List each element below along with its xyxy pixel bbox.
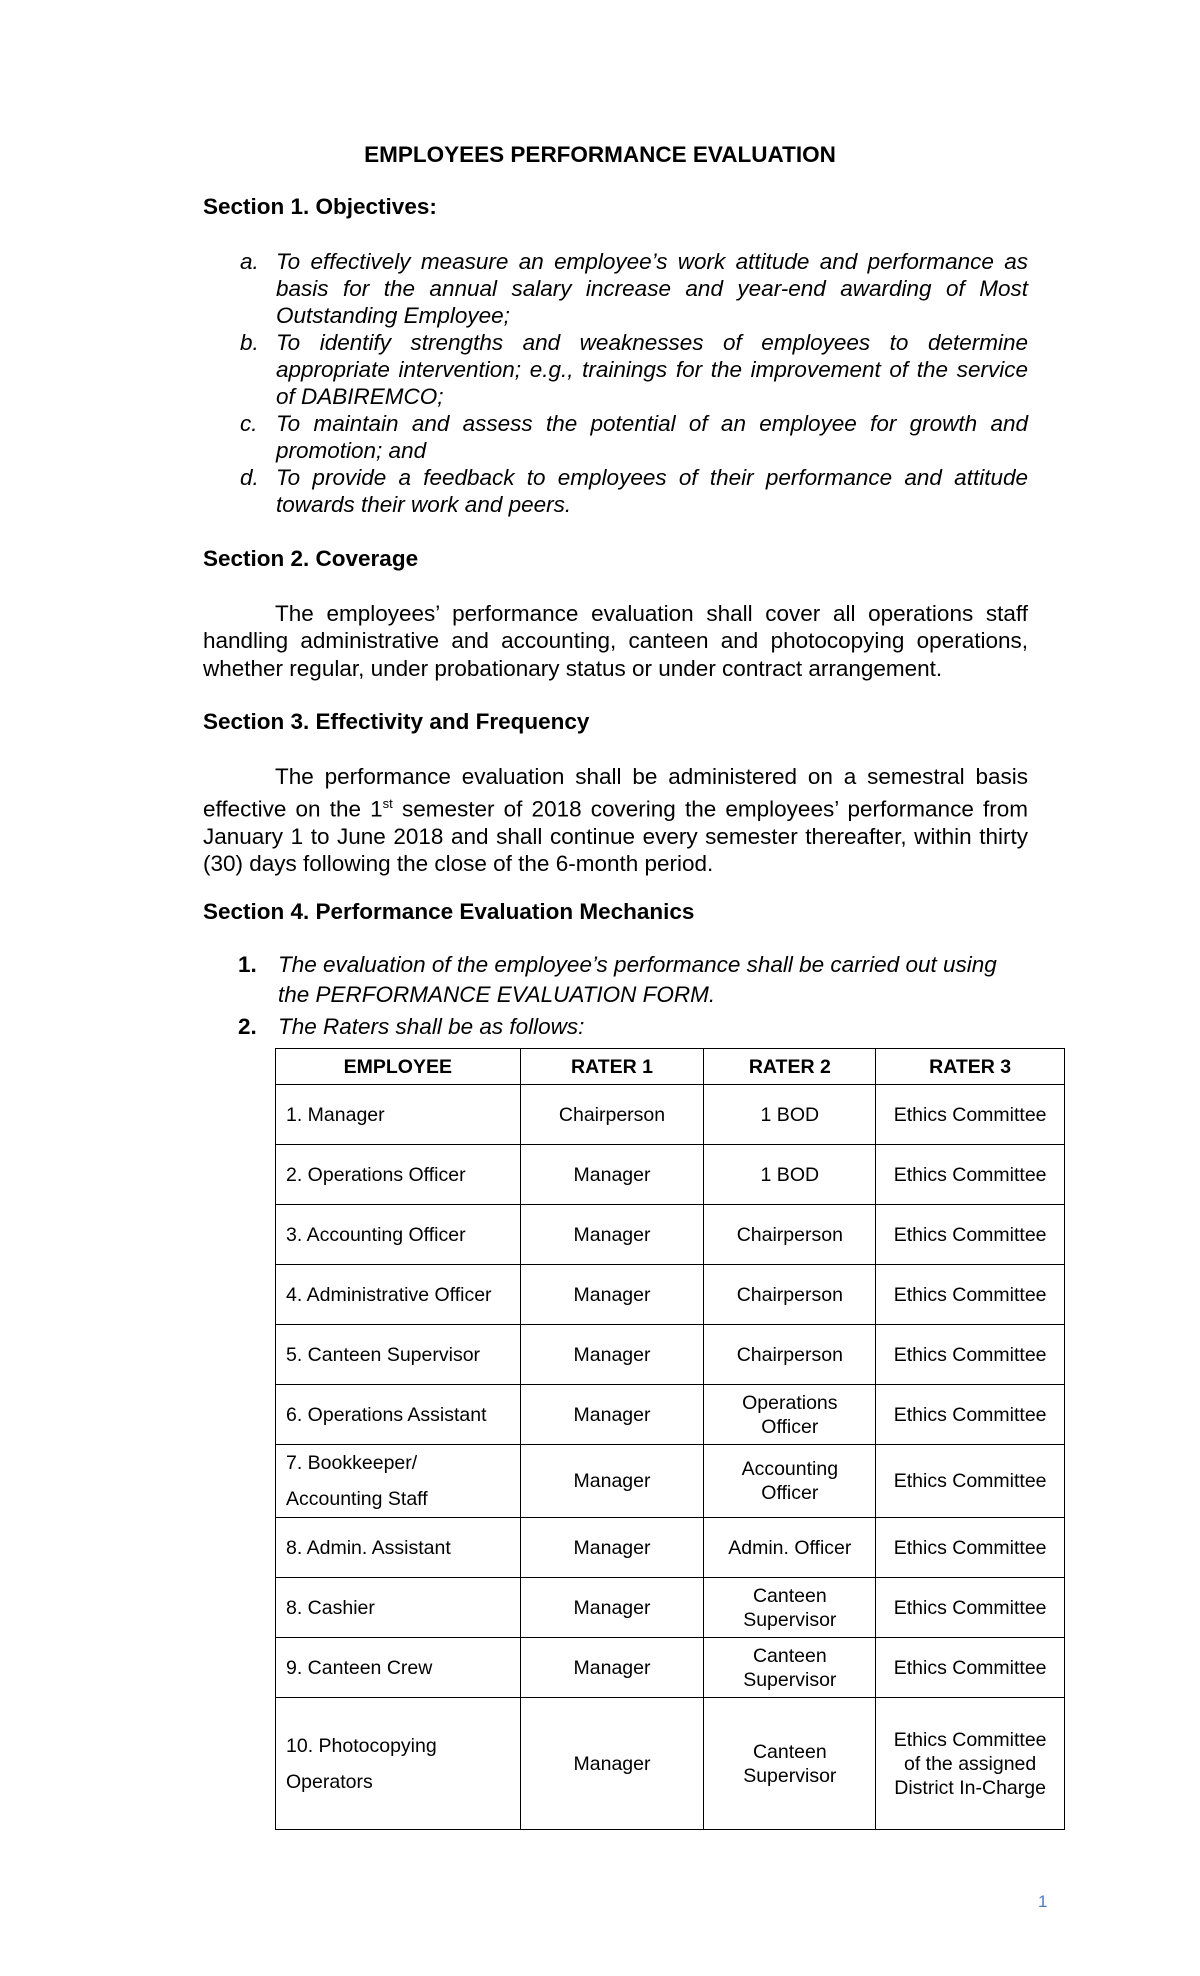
- rater2-cell: 1 BOD: [704, 1145, 876, 1205]
- objective-text: To effectively measure an employee’s work attitude and performance as basis for the annual salary increase and year-end awarding of Most Outstanding Employee;: [276, 249, 1028, 328]
- table-row: [276, 1638, 1065, 1698]
- rater3-cell: Ethics Committee of the assigned District In-Charge: [876, 1698, 1065, 1830]
- employee-cell: 5. Canteen Supervisor: [276, 1325, 521, 1385]
- table-header: RATER 1: [520, 1049, 704, 1085]
- rater3-cell: Ethics Committee: [876, 1325, 1065, 1385]
- table-header: RATER 3: [876, 1049, 1065, 1085]
- table-row: [276, 1145, 1065, 1205]
- objective-text: To maintain and assess the potential of an employee for growth and promotion; and: [276, 411, 1028, 463]
- employee-cell: 8. Cashier: [276, 1578, 521, 1638]
- section2-heading: Section 2. Coverage: [203, 546, 419, 571]
- employee-cell: 8. Admin. Assistant: [276, 1518, 521, 1578]
- rater1-cell: Manager: [520, 1518, 704, 1578]
- employee-cell: 6. Operations Assistant: [276, 1385, 521, 1445]
- rater3-cell: Ethics Committee: [876, 1265, 1065, 1325]
- rater3-cell: Ethics Committee: [876, 1445, 1065, 1518]
- rater2-cell: 1 BOD: [704, 1085, 876, 1145]
- section3-heading: Section 3. Effectivity and Frequency: [203, 709, 590, 734]
- rater2-cell: Chairperson: [704, 1325, 876, 1385]
- objective-letter: d.: [240, 465, 259, 490]
- rater3-cell: Ethics Committee: [876, 1578, 1065, 1638]
- objective-d: [240, 464, 1028, 518]
- rater1-cell: Manager: [520, 1638, 704, 1698]
- employee-cell: 1. Manager: [276, 1085, 521, 1145]
- rater2-cell: Canteen Supervisor: [704, 1578, 876, 1638]
- rater2-cell: Canteen Supervisor: [704, 1698, 876, 1830]
- objective-text: To provide a feedback to employees of their performance and attitude towards their work and peers.: [276, 465, 1028, 517]
- rater3-cell: Ethics Committee: [876, 1638, 1065, 1698]
- section2-body: The employees’ performance evaluation shall cover all operations staff handling administrative and accounting, canteen and photocopying operations, whether regular, under probationary status or under contract arrangement.: [203, 601, 1028, 681]
- section4-heading: Section 4. Performance Evaluation Mechanics: [203, 899, 695, 924]
- table-row: [276, 1385, 1065, 1445]
- rater3-cell: Ethics Committee: [876, 1085, 1065, 1145]
- objective-a: [240, 248, 1028, 329]
- section3-body: [203, 763, 1028, 878]
- rater1-cell: Manager: [520, 1578, 704, 1638]
- raters-table: [275, 1048, 1065, 1830]
- rater1-cell: Manager: [520, 1145, 704, 1205]
- table-row: [276, 1698, 1065, 1830]
- objective-letter: b.: [240, 330, 259, 355]
- section1-heading: Section 1. Objectives:: [203, 194, 437, 219]
- table-row: [276, 1205, 1065, 1265]
- table-row: [276, 1578, 1065, 1638]
- mechanics-item-2: [238, 1012, 1038, 1042]
- section3-body-post: semester of 2018 covering the employees’ performance from January 1 to June 2018 and shall continue every semester thereafter, within thirty (30) days following the close of the 6-month period.: [203, 796, 1028, 877]
- rater2-cell: Accounting Officer: [704, 1445, 876, 1518]
- employee-cell: 2. Operations Officer: [276, 1145, 521, 1205]
- rater1-cell: Manager: [520, 1445, 704, 1518]
- objective-text: To identify strengths and weaknesses of employees to determine appropriate intervention; e.g., trainings for the improvement of the service of DABIREMCO;: [276, 330, 1028, 409]
- rater2-cell: Operations Officer: [704, 1385, 876, 1445]
- rater3-cell: Ethics Committee: [876, 1145, 1065, 1205]
- rater1-cell: Manager: [520, 1698, 704, 1830]
- employee-cell: 3. Accounting Officer: [276, 1205, 521, 1265]
- objective-c: [240, 410, 1028, 464]
- rater2-cell: Chairperson: [704, 1265, 876, 1325]
- table-row: [276, 1518, 1065, 1578]
- objective-b: [240, 329, 1028, 410]
- rater3-cell: Ethics Committee: [876, 1385, 1065, 1445]
- mechanics-text: The Raters shall be as follows:: [278, 1014, 585, 1039]
- rater1-cell: Manager: [520, 1385, 704, 1445]
- employee-cell: 9. Canteen Crew: [276, 1638, 521, 1698]
- employee-cell: 4. Administrative Officer: [276, 1265, 521, 1325]
- rater2-cell: Canteen Supervisor: [704, 1638, 876, 1698]
- rater3-cell: Ethics Committee: [876, 1518, 1065, 1578]
- section3-body-sup: st: [382, 796, 393, 812]
- rater2-cell: Chairperson: [704, 1205, 876, 1265]
- table-row: [276, 1325, 1065, 1385]
- rater3-cell: Ethics Committee: [876, 1205, 1065, 1265]
- table-row: [276, 1085, 1065, 1145]
- mechanics-number: 1.: [238, 952, 257, 977]
- employee-cell: 7. Bookkeeper/ Accounting Staff: [276, 1445, 521, 1518]
- table-row: [276, 1445, 1065, 1518]
- rater1-cell: Manager: [520, 1325, 704, 1385]
- mechanics-item-1: [238, 950, 1038, 1010]
- table-row: [276, 1265, 1065, 1325]
- table-header: EMPLOYEE: [276, 1049, 521, 1085]
- employee-cell: 10. Photocopying Operators: [276, 1698, 521, 1830]
- rater2-cell: Admin. Officer: [704, 1518, 876, 1578]
- mechanics-text-continued: the PERFORMANCE EVALUATION FORM.: [278, 982, 716, 1007]
- mechanics-number: 2.: [238, 1014, 257, 1039]
- table-header-row: [276, 1049, 1065, 1085]
- objective-letter: c.: [240, 411, 258, 436]
- page-title: EMPLOYEES PERFORMANCE EVALUATION: [364, 142, 836, 167]
- objective-letter: a.: [240, 249, 259, 274]
- rater1-cell: Manager: [520, 1265, 704, 1325]
- mechanics-text: The evaluation of the employee’s performance shall be carried out using: [278, 952, 997, 977]
- page-number: 1: [1038, 1892, 1048, 1911]
- table-header: RATER 2: [704, 1049, 876, 1085]
- rater1-cell: Manager: [520, 1205, 704, 1265]
- section3-body-pre: The performance evaluation shall be administered on a semestral basis effective on the 1: [203, 764, 1028, 822]
- rater1-cell: Chairperson: [520, 1085, 704, 1145]
